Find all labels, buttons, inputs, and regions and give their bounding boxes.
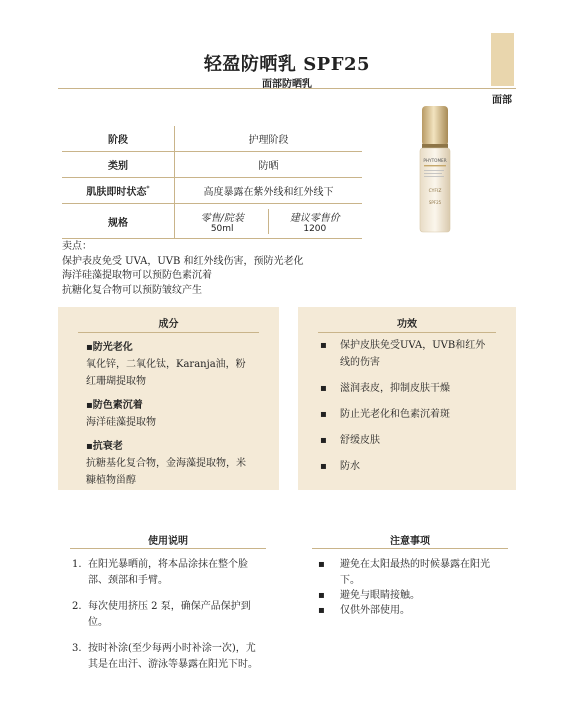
product-brand-text: PHYTOMER: [423, 158, 447, 163]
effects-panel: [298, 307, 516, 490]
row-label-text: 肌肤即时状态: [86, 187, 147, 198]
bullet-icon: ▪: [318, 559, 325, 570]
row-value: 高度暴露在紫外线和红外线下: [175, 178, 363, 204]
bullet-icon: ▪: [318, 605, 325, 616]
selling-points-label: 卖点：: [62, 241, 92, 252]
table-row: [62, 152, 362, 178]
price-value: 1200: [303, 223, 327, 234]
notes-divider: [312, 548, 508, 549]
notes-heading: 注意事项: [390, 536, 430, 547]
info-table: [62, 126, 362, 239]
page-subtitle: 面部防晒乳: [262, 79, 312, 90]
step-text: 在阳光暴晒前，将本品涂抹在整个脸部、颈部和手臂。: [88, 559, 248, 586]
spec-values: [175, 204, 363, 239]
note-item: ▪ 避免在太阳最热的时候暴露在阳光下。: [318, 559, 490, 586]
retail-label: 零售/院装: [200, 212, 244, 224]
bullet-icon: ▪: [320, 409, 327, 420]
ingredient-group-title: ▪防光老化: [86, 342, 133, 353]
row-label: 肌肤即时状态*: [62, 178, 175, 204]
ingredients-heading: 成分: [158, 319, 179, 330]
bullet-icon: ▪: [320, 383, 327, 394]
step-text: 每次使用挤压 2 泵，确保产品保护到位。: [88, 601, 251, 628]
page-title: 轻盈防晒乳 SPF25: [203, 54, 371, 75]
ingredient-group-text: 氧化锌，二氧化钛，Karanja油，粉红珊瑚提取物: [86, 359, 246, 387]
product-line-text: CYFIZ: [428, 189, 442, 194]
bullet-icon: ▪: [320, 461, 327, 472]
panel-divider: [318, 332, 496, 333]
ingredient-group: [86, 438, 246, 489]
selling-points: [62, 240, 304, 298]
usage-heading: 使用说明: [148, 536, 188, 547]
row-value: 防晒: [175, 152, 363, 178]
selling-point-line: 抗糖化复合物可以预防皱纹产生: [62, 284, 202, 296]
effect-item: ▪ 滋润表皮，抑制皮肤干燥: [320, 380, 490, 397]
step-number: 2.: [72, 601, 82, 612]
bullet-icon: ▪: [320, 340, 327, 351]
ingredients-panel: [58, 307, 279, 490]
bullet-icon: ▪: [320, 435, 327, 446]
note-item: ▪ 避免与眼睛接触。: [318, 588, 496, 604]
selling-point-line: 保护表皮免受 UVA，UVB 和红外线伤害，预防光老化: [62, 255, 304, 267]
retail-value: 50ml: [210, 223, 234, 234]
effect-item: ▪ 防止光老化和色素沉着斑: [320, 406, 490, 423]
header-divider: [58, 88, 516, 89]
usage-divider: [70, 548, 266, 549]
usage-step: [72, 557, 258, 589]
table-row: [62, 178, 362, 204]
effect-item: ▪ 舒缓皮肤: [320, 432, 490, 449]
selling-point-line: 海洋硅藻提取物可以预防色素沉着: [62, 270, 212, 281]
row-value: 护理阶段: [175, 126, 363, 152]
step-text: 按时补涂(至少每两小时补涂一次)，尤其是在出汗、游泳等暴露在阳光下时。: [88, 643, 258, 670]
ingredient-group-text: 海洋硅藻提取物: [86, 417, 156, 428]
table-row: [62, 126, 362, 152]
product-spf-text: SPF25: [428, 200, 442, 205]
table-row-spec: [62, 204, 362, 239]
usage-step: [72, 641, 258, 673]
ingredient-group-text: 抗糖基化复合物，金海藻提取物，米糠植物甾醇: [86, 458, 246, 486]
effects-heading: 功效: [397, 319, 417, 330]
retail-cell: [176, 209, 269, 234]
step-number: 1.: [72, 559, 82, 570]
effect-item: ▪ 防水: [320, 458, 490, 475]
spec-label: 规格: [62, 204, 175, 239]
price-label: 建议零售价: [289, 212, 340, 224]
bullet-icon: ▪: [318, 590, 325, 601]
row-label: 类别: [62, 152, 175, 178]
ingredient-group: [86, 397, 246, 431]
row-label: 阶段: [62, 126, 175, 152]
price-cell: [269, 209, 361, 234]
section-tag: 面部: [492, 95, 512, 106]
note-item: ▪ 仅供外部使用。: [318, 603, 496, 619]
ingredient-group-title: ▪抗衰老: [86, 441, 123, 452]
panel-divider: [78, 332, 259, 333]
usage-step: [72, 599, 258, 631]
ingredient-group: [86, 339, 246, 390]
product-bottle-image: [410, 104, 460, 236]
ingredient-group-title: ▪防色素沉着: [86, 400, 143, 411]
effect-item: ▪ 保护皮肤免受UVA，UVB和红外线的伤害: [320, 337, 490, 371]
step-number: 3.: [72, 643, 82, 654]
